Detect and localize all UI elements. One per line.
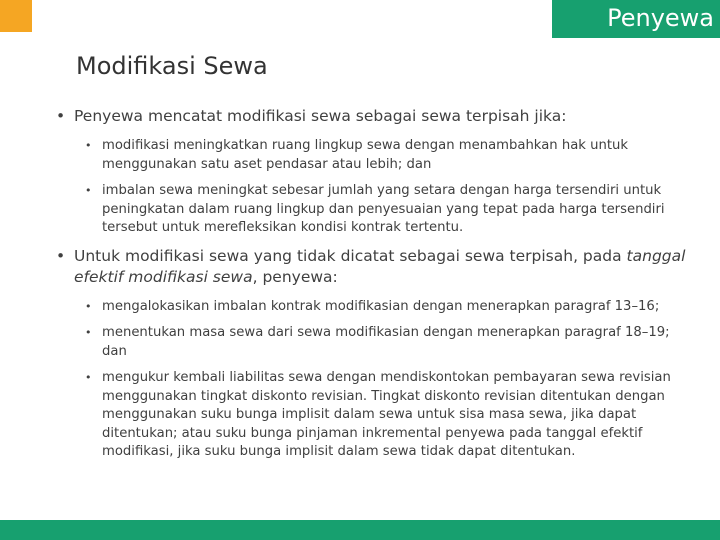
section-label: Penyewa — [552, 0, 720, 38]
condition-item: • imbalan sewa meningkat sebesar jumlah yang setara dengan harga tersendiri untuk peningkatan dalam ruang lingkup dan penyesuaian yang tepat pada harga tersendiri tersebut untuk merefleksikan kondisi kontrak tertentu. — [84, 182, 686, 238]
intro-text-end: , penyewa: — [252, 267, 338, 286]
action-item: • mengalokasikan imbalan kontrak modifikasian dengan menerapkan paragraf 13–16; — [84, 298, 686, 317]
corner-accent-square — [0, 0, 32, 32]
separate-lease-conditions — [56, 137, 686, 238]
action-item: • menentukan masa sewa dari sewa modifikasian dengan menerapkan paragraf 18–19; dan — [84, 324, 686, 361]
footer-bar — [0, 520, 720, 540]
lessee-actions — [56, 298, 686, 462]
action-item: • mengukur kembali liabilitas sewa dengan mendiskontokan pembayaran sewa revisian menggunakan tingkat diskonto revisian. Tingkat diskonto revisian ditentukan dengan menggunakan suku bunga implisit dalam sewa untuk sisa masa sewa, jika dapat ditentukan; atau suku bunga pinjaman inkremental penyewa pada tanggal efektif modifikasi, jika suku bunga implisit dalam sewa tidak dapat ditentukan. — [84, 369, 686, 462]
bullet-not-separate-lease — [56, 246, 686, 288]
intro-text: Untuk modifikasi sewa yang tidak dicatat sebagai sewa terpisah, pada — [74, 246, 627, 265]
bullet-separate-lease: • Penyewa mencatat modifikasi sewa sebagai sewa terpisah jika: — [56, 106, 686, 127]
slide-content — [56, 106, 686, 470]
intro-italic-term: tanggal efektif modifikasi sewa — [74, 246, 686, 286]
condition-item: • modifikasi meningkatkan ruang lingkup sewa dengan menambahkan hak untuk menggunakan satu aset pendasar atau lebih; dan — [84, 137, 686, 174]
slide-title: Modifikasi Sewa — [76, 52, 268, 80]
